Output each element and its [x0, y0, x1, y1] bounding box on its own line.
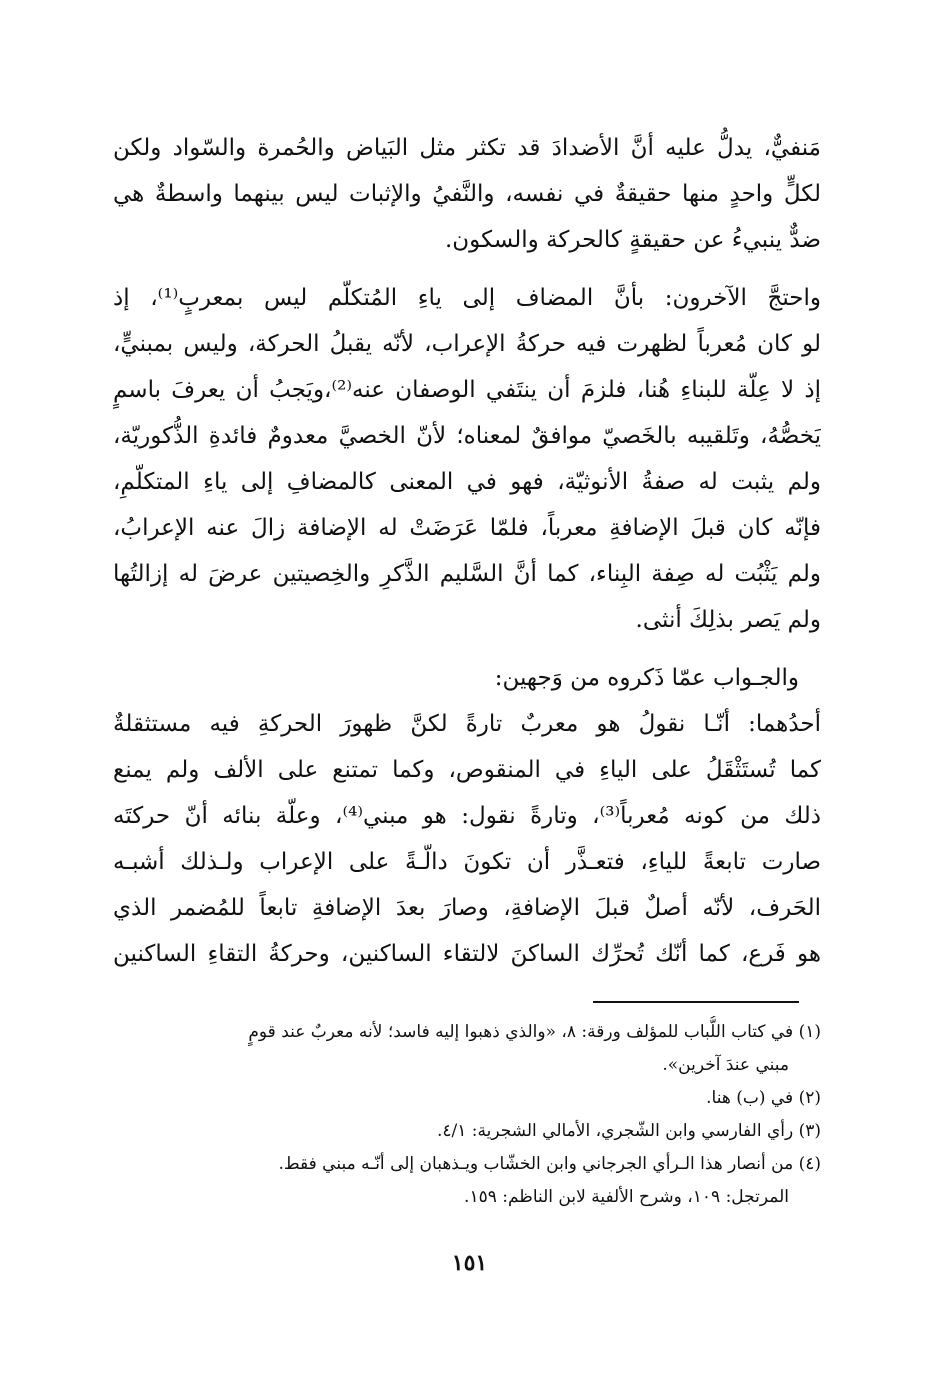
paragraph: [113, 701, 821, 977]
footnote-item: [120, 1148, 821, 1214]
text-line: فإنّه كان قبلَ الإضافةِ معرباً، فلمّا عَرَضَتْ له الإضافة زالَ عنه الإعرابُ،: [113, 515, 821, 541]
footnote-line: مبني عندَ آخرين».: [662, 1055, 789, 1075]
text-line: ولم يثبت له صفةُ الأنوثيّة، فهو في المعنى كالمضافِ إلى ياءِ المتكلّمِ،: [113, 469, 821, 495]
page-number: ١٥١: [451, 1250, 488, 1276]
paragraph: [113, 655, 821, 701]
footnote-item: [120, 1115, 821, 1148]
text-line: يَخصُّهُ، وتَلقيبه بالخَصيّ موافقٌ لمعناه؛ لأنّ الخصيَّ معدومٌ فائدةِ الذُّكوريّة،: [113, 423, 821, 449]
footnote-line: (١) في كتاب اللُّباب للمؤلف ورقة: ٨، «والذي ذهبوا إليه فاسد؛ لأنه معربٌ عند قومٍ: [248, 1022, 821, 1042]
footnote-line: (٣) رأي الفارسي وابن الشّجري، الأمالي الشجرية: ٤/١.: [436, 1121, 821, 1141]
text-line: لكلٍّ واحدٍ منها حقيقةٌ في نفسه، والنَّفيُ والإثبات ليس بينهما واسطةٌ هي: [113, 181, 821, 207]
footnote-line: (٢) في (ب) هنا.: [706, 1088, 821, 1108]
footnote-item: [120, 1016, 821, 1082]
text-line: ذلك من كونه مُعرباً⁽³⁾، وتارةً نقول: هو مبني⁽⁴⁾، وعلّة بنائه أنّ حركتَه: [113, 803, 821, 829]
text-line: هو فَرع، كما أنّك تُحرِّك الساكنَ لالتقاء الساكنين، وحركةُ التقاءِ الساكنين: [113, 941, 821, 967]
footnote-line: (٤) من أنصار هذا الـرأي الجرجاني وابن الخشّاب ويـذهبان إلى أنّـه مبني فقط.: [278, 1154, 821, 1174]
text-line: صارت تابعةً للياءِ، فتعـذَّر أن تكونَ دالّـةً على الإعراب ولـذلك أشبـه: [113, 849, 821, 875]
main-text: [113, 125, 821, 977]
text-line: الحَرف، لأنّه أصلٌ قبلَ الإضافةِ، وصارَ بعدَ الإضافةِ تابعاً للمُضمر الذي: [113, 895, 821, 921]
footnote-line: المرتجل: ١٠٩، وشرح الألفية لابن الناظم: ١٥٩.: [464, 1187, 789, 1207]
text-line: واحتجَّ الآخرون: بأنَّ المضاف إلى ياءِ المُتكلّم ليس بمعربٍ⁽¹⁾، إذ: [113, 285, 821, 311]
paragraph: [113, 125, 821, 263]
text-line: مَنفيٌّ، يدلُّ عليه أنَّ الأضدادَ قد تكثر مثل البَياض والحُمرة والسّواد ولكن: [113, 135, 821, 161]
text-line: ولم يَثْبُت له صِفة البِناء، كما أنَّ السَّليم الذَّكرِ والخِصيتين عرضَ له إزالتُها: [113, 561, 821, 587]
text-line: إذ لا عِلّة للبناءِ هُنا، فلزمَ أن ينتَفي الوصفان عنه⁽²⁾،ويَجبُ أن يعرفَ باسمٍ: [113, 377, 821, 403]
text-line: ضدٌّ ينبيءُ عن حقيقةٍ كالحركة والسكون.: [444, 227, 821, 253]
paragraph: [113, 275, 821, 643]
footnote-divider: [593, 1001, 799, 1003]
text-line: أحدُهما: أنّـا نقولُ هو معربٌ تارةً لكنَّ ظهورَ الحركةِ فيه مستثقلةٌ: [113, 711, 821, 737]
footnote-item: [120, 1082, 821, 1115]
text-line: والجـواب عمّا ذَكروه من وَجهين:: [494, 665, 799, 691]
text-line: كما تُستَثْقَلُ على الياءِ في المنقوص، وكما تمتنع على الألف ولم يمنع: [113, 757, 821, 783]
text-line: ولم يَصر بذلِكَ أنثى.: [635, 607, 821, 633]
footnotes: [120, 1016, 821, 1214]
text-line: لو كان مُعرباً لظهرت فيه حركةُ الإعراب، لأنّه يقبلُ الحركة، وليس بمبنيٍّ،: [113, 331, 821, 357]
